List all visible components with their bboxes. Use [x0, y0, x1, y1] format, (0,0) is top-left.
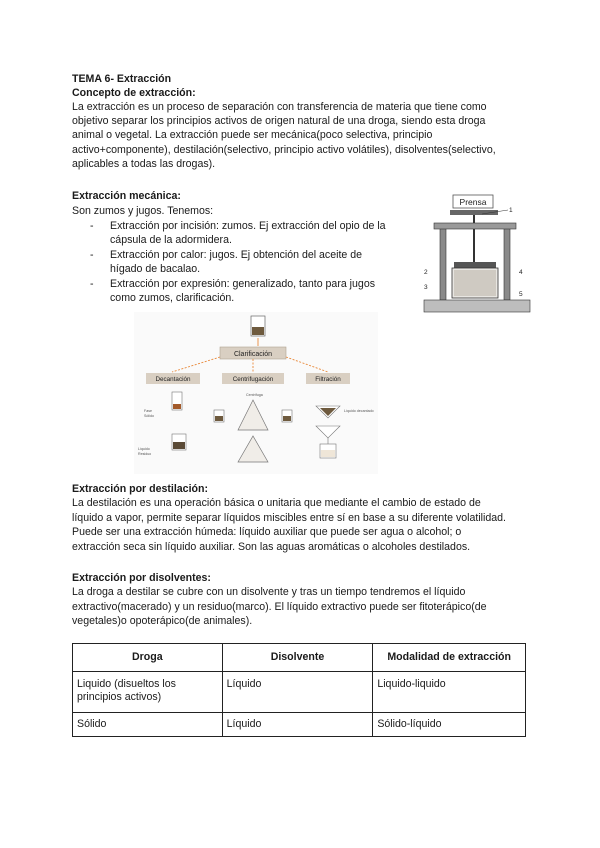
bullet-text: hígado de bacalao.: [110, 263, 201, 275]
table-cell: Liquido-liquido: [373, 672, 526, 713]
table-cell: Líquido: [222, 672, 373, 713]
disolventes-line: La droga a destilar se cubre con un disolvente y tras un tiempo tendremos el líquido: [72, 586, 466, 598]
press-label: Prensa: [459, 197, 487, 207]
disolventes-line: extractivo(macerado) y un residuo(marco). El líquido extractivo puede ser fitoterápico(de: [72, 601, 487, 613]
table-header-row: [73, 644, 526, 672]
filter-liquid: [321, 450, 335, 457]
destilacion-line: Puede ser una extracción húmeda: líquido auxiliar que puede ser agua o alcohol; o: [72, 526, 462, 538]
table-row: [73, 713, 526, 737]
bullet-text: como zumos, clarificación.: [110, 292, 235, 304]
branch-label: Decantación: [155, 376, 191, 383]
small-label: Residuo: [138, 452, 152, 456]
table-cell: Sólido: [73, 713, 223, 737]
press-base: [424, 300, 530, 312]
table-cell: Líquido: [222, 713, 373, 737]
extraction-table: [72, 643, 526, 737]
bullet-dash: -: [90, 220, 94, 232]
bullet-text: cápsula de la adormidera.: [110, 234, 232, 246]
bullet-text: Extracción por expresión: generalizado, tanto para jugos: [110, 278, 376, 290]
clarification-diagram: [134, 312, 378, 474]
disolventes-line: vegetales)o opoterápico(de animales).: [72, 615, 253, 627]
press-column-left: [440, 228, 446, 300]
table-header: Disolvente: [222, 644, 373, 672]
tube-sediment-right: [283, 416, 291, 421]
press-number: 1: [509, 207, 513, 214]
table-cell: Sólido-líquido: [373, 713, 526, 737]
press-piston: [454, 262, 496, 268]
destilacion-heading: Extracción por destilación:: [72, 483, 208, 495]
page-title: TEMA 6- Extracción: [72, 73, 172, 85]
decant-liquid: [173, 442, 185, 449]
press-number: 3: [424, 284, 428, 291]
bullet-dash: -: [90, 278, 94, 290]
disolventes-heading: Extracción por disolventes:: [72, 572, 211, 584]
small-label: Fase: [144, 409, 152, 413]
press-number: 5: [519, 291, 523, 298]
bullet-text: Extracción por calor: jugos. Ej obtención del aceite de: [110, 249, 363, 261]
branch-label: Centrifugación: [232, 376, 274, 383]
press-diagram: [420, 190, 535, 325]
branch-label: Filtración: [315, 376, 341, 383]
concept-line: La extracción es un proceso de separación con transferencia de materia que tiene como: [72, 101, 487, 113]
press-crossbar: [434, 223, 516, 229]
small-label: Líquido: [138, 447, 150, 451]
table-header: Modalidad de extracción: [373, 644, 526, 672]
small-label: Centrífuga: [246, 393, 263, 397]
destilacion-line: líquido a vapor, permite separar líquidos miscibles entre sí en base a su diferente volatilidad.: [72, 512, 506, 524]
mecanica-intro: Son zumos y jugos. Tenemos:: [72, 205, 214, 217]
table-row: [73, 672, 526, 713]
concept-line: objetivo separar los principios activos de origen natural de una droga, siendo esta droga: [72, 115, 486, 127]
concept-line: aplicables a todas las drogas).: [72, 158, 216, 170]
concept-heading: Concepto de extracción:: [72, 87, 196, 99]
mecanica-heading: Extracción mecánica:: [72, 190, 181, 202]
small-label: Sólido: [144, 414, 154, 418]
top-beaker-sediment: [252, 327, 264, 335]
table-header: Droga: [73, 644, 223, 672]
table-cell: Liquido (disueltos los principios activos): [73, 672, 223, 713]
destilacion-line: La destilación es una operación básica o unitaria que mediante el cambio de estado de: [72, 497, 481, 509]
concept-line: activo+componente), destilación(selectivo, principio activo volátiles), disolventes(selectivo,: [72, 144, 496, 156]
bullet-dash: -: [90, 249, 94, 261]
press-column-right: [504, 228, 510, 300]
press-number: 4: [519, 269, 523, 276]
press-contents: [454, 270, 496, 296]
small-label: Líquido decantado: [344, 409, 374, 413]
press-number: 2: [424, 269, 428, 276]
decant-sediment: [173, 404, 181, 409]
tube-sediment-left: [215, 416, 223, 421]
concept-line: animal o vegetal. La extracción puede ser mecánica(poco selectiva, principio: [72, 129, 433, 141]
clarification-label: Clarificación: [233, 351, 273, 358]
destilacion-line: extracción seca sin líquido auxiliar. Son las aguas aromáticas o alcoholes destilados.: [72, 541, 471, 553]
bullet-text: Extracción por incisión: zumos. Ej extracción del opio de la: [110, 220, 386, 232]
